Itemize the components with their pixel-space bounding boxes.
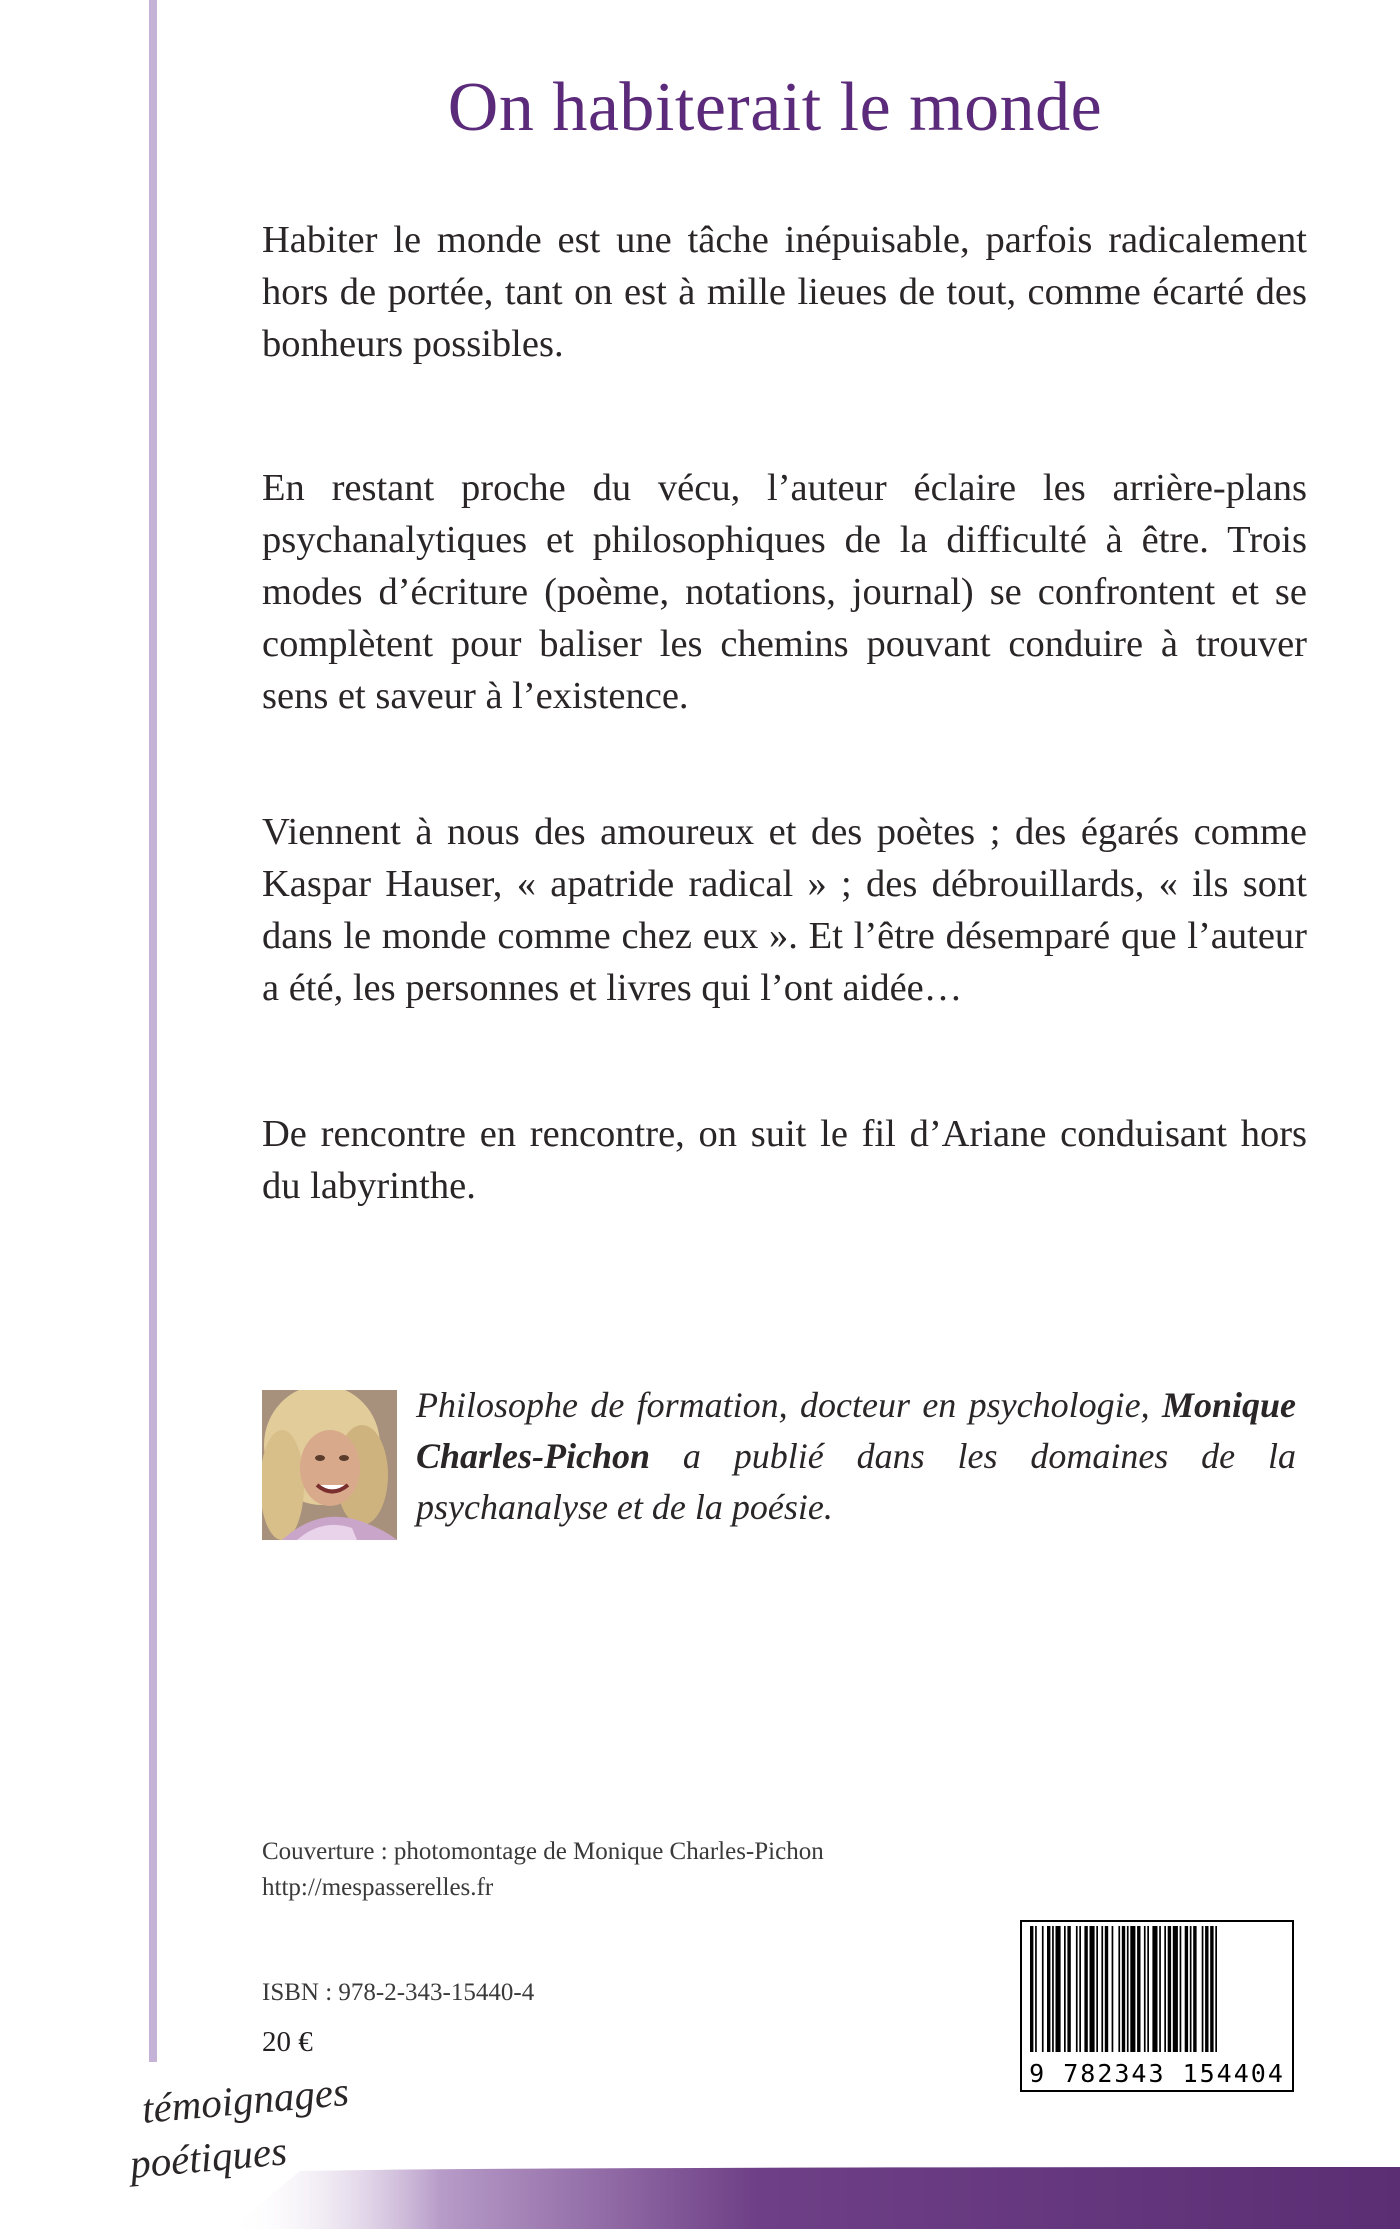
price: 20 €	[262, 2026, 313, 2058]
barcode-digits: 9 782343 154404	[1029, 2059, 1285, 2088]
cover-credits	[262, 1834, 824, 1906]
barcode-bars	[1028, 1926, 1284, 2052]
summary-paragraph-2: En restant proche du vécu, l’auteur éclaire les arrière-plans psychanalytiques et philosophiques de la difficulté à être. Trois modes d’écriture (poème, notations, journal) se confrontent et se complètent pour baliser les chemins pouvant conduire à trouver sens et saveur à l’existence.	[262, 467, 1307, 717]
isbn: ISBN : 978-2-343-15440-4	[262, 1979, 535, 2006]
barcode	[1020, 1920, 1294, 2092]
collection-name-line-2: poétiques	[128, 2127, 289, 2187]
summary-paragraph-4: De rencontre en rencontre, on suit le fil d’Ariane conduisant hors du labyrinthe.	[262, 1113, 1307, 1207]
author-photo	[262, 1390, 397, 1540]
summary-paragraph-1: Habiter le monde est une tâche inépuisable, parfois radicalement hors de portée, tant on est à mille lieues de tout, comme écarté des bonheurs possibles.	[262, 219, 1307, 365]
bottom-decorative-band	[0, 2139, 1400, 2229]
bio-text-before: Philosophe de formation, docteur en psychologie,	[416, 1385, 1162, 1425]
bio-author-name: Monique Charles-Pichon	[416, 1385, 1296, 1476]
cover-credit-line: Couverture : photomontage de Monique Charles-Pichon	[262, 1838, 824, 1865]
bio-text-after: a publié dans les domaines de la psychanalyse et de la poésie.	[416, 1436, 1296, 1527]
summary-paragraph-3: Viennent à nous des amoureux et des poètes ; des égarés comme Kaspar Hauser, « apatride radical » ; des débrouillards, « ils sont dans le monde comme chez eux ». Et l’être désemparé que l’auteur a été, les personnes et livres qui l’ont aidée…	[262, 811, 1307, 1009]
collection-name-line-1: témoignages	[140, 2067, 351, 2132]
author-biography	[416, 1380, 1296, 1533]
website-url: http://mespasserelles.fr	[262, 1874, 494, 1901]
book-title: On habiterait le monde	[447, 69, 1103, 146]
spine-decoration-line	[149, 0, 157, 2062]
